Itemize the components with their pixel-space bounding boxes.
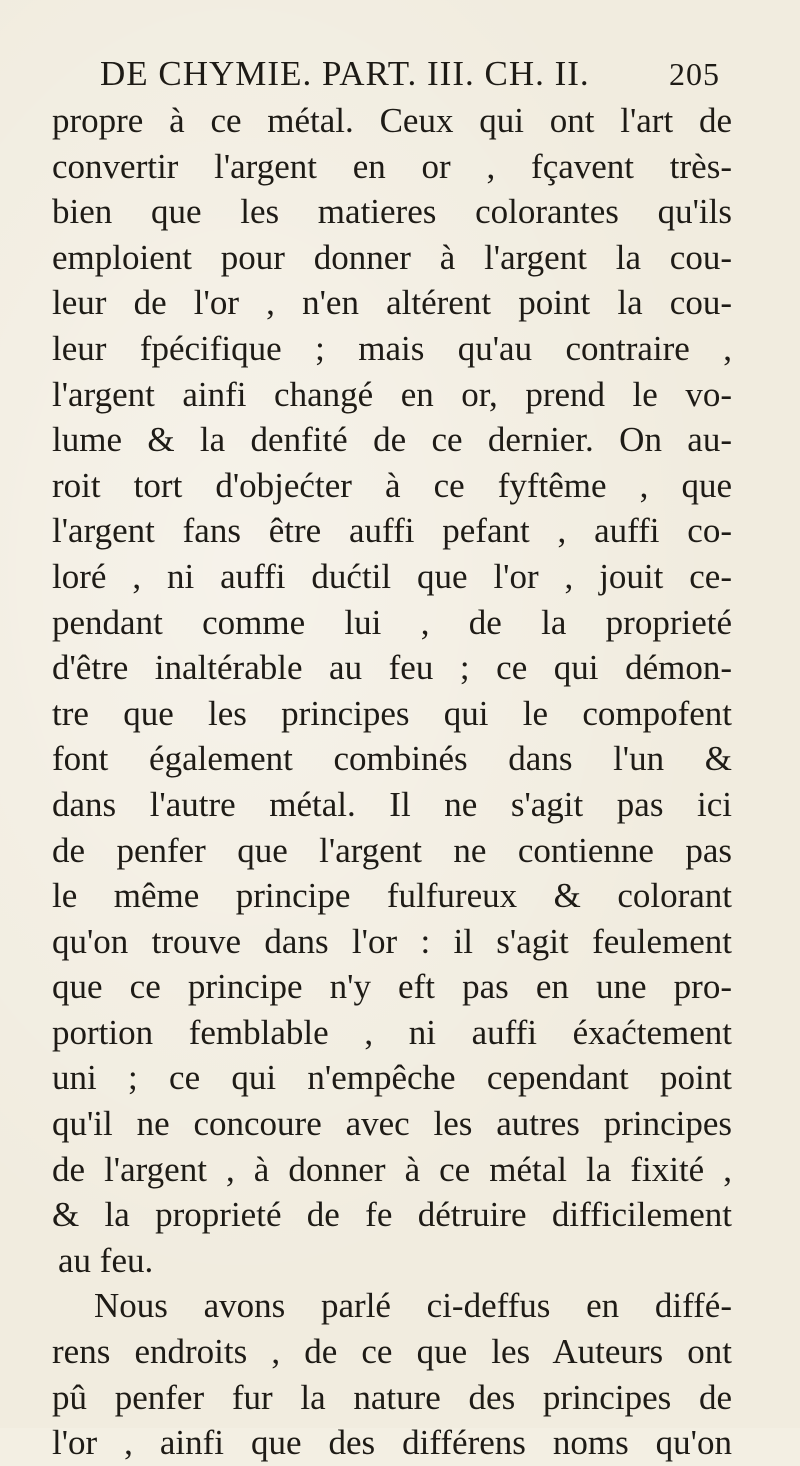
text-line: d'être inaltérable au feu ; ce qui démon-: [52, 648, 732, 688]
text-line: loré , ni auffi dućtil que l'or , jouit ce-: [52, 556, 732, 596]
body-text: [52, 98, 732, 1466]
text-line: tre que les principes qui le compofent: [52, 693, 732, 733]
text-line: convertir l'argent en or , fçavent très-: [52, 146, 732, 186]
running-head: [100, 52, 720, 96]
paragraph-end-line: au feu.: [58, 1240, 154, 1280]
text-line: font également combinés dans l'un &: [52, 739, 732, 779]
text-line: leur fpécifique ; mais qu'au contraire ,: [52, 328, 732, 368]
page-number: 205: [669, 56, 720, 92]
text-line: l'argent ainfi changé en or, prend le vo-: [52, 374, 732, 414]
text-line: portion femblable , ni auffi éxaćtement: [52, 1012, 732, 1052]
text-line: qu'on trouve dans l'or : il s'agit feulement: [52, 921, 732, 961]
text-line: propre à ce métal. Ceux qui ont l'art de: [52, 101, 732, 140]
text-line: que ce principe n'y eft pas en une pro-: [52, 967, 732, 1007]
running-head-title: DE CHYMIE. PART. III. CH. II.: [100, 54, 590, 93]
text-line: de penfer que l'argent ne contienne pas: [52, 830, 732, 870]
text-line: bien que les matieres colorantes qu'ils: [52, 192, 732, 232]
text-line: & la proprieté de fe détruire difficilement: [52, 1195, 732, 1235]
text-line: roit tort d'objećter à ce fyftême , que: [52, 465, 732, 505]
text-line: rens endroits , de ce que les Auteurs ont: [52, 1332, 732, 1372]
text-line: uni ; ce qui n'empêche cependant point: [52, 1058, 732, 1098]
text-line: leur de l'or , n'en altérent point la cou-: [52, 283, 732, 323]
text-line: qu'il ne concoure avec les autres principes: [52, 1104, 732, 1144]
text-line: le même principe fulfureux & colorant: [52, 876, 732, 916]
text-line: dans l'autre métal. Il ne s'agit pas ici: [52, 784, 732, 824]
text-line: l'or , ainfi que des différens noms qu'on: [52, 1423, 732, 1463]
text-line: pû penfer fur la nature des principes de: [52, 1377, 732, 1417]
text-line: pendant comme lui , de la proprieté: [52, 602, 732, 642]
paragraph-start-line: Nous avons parlé ci-deffus en diffé-: [94, 1286, 732, 1326]
text-line: de l'argent , à donner à ce métal la fixité ,: [52, 1149, 732, 1189]
text-line: l'argent fans être auffi pefant , auffi co-: [52, 511, 732, 551]
text-line: emploient pour donner à l'argent la cou-: [52, 237, 732, 277]
text-line: lume & la denfité de ce dernier. On au-: [52, 420, 732, 460]
